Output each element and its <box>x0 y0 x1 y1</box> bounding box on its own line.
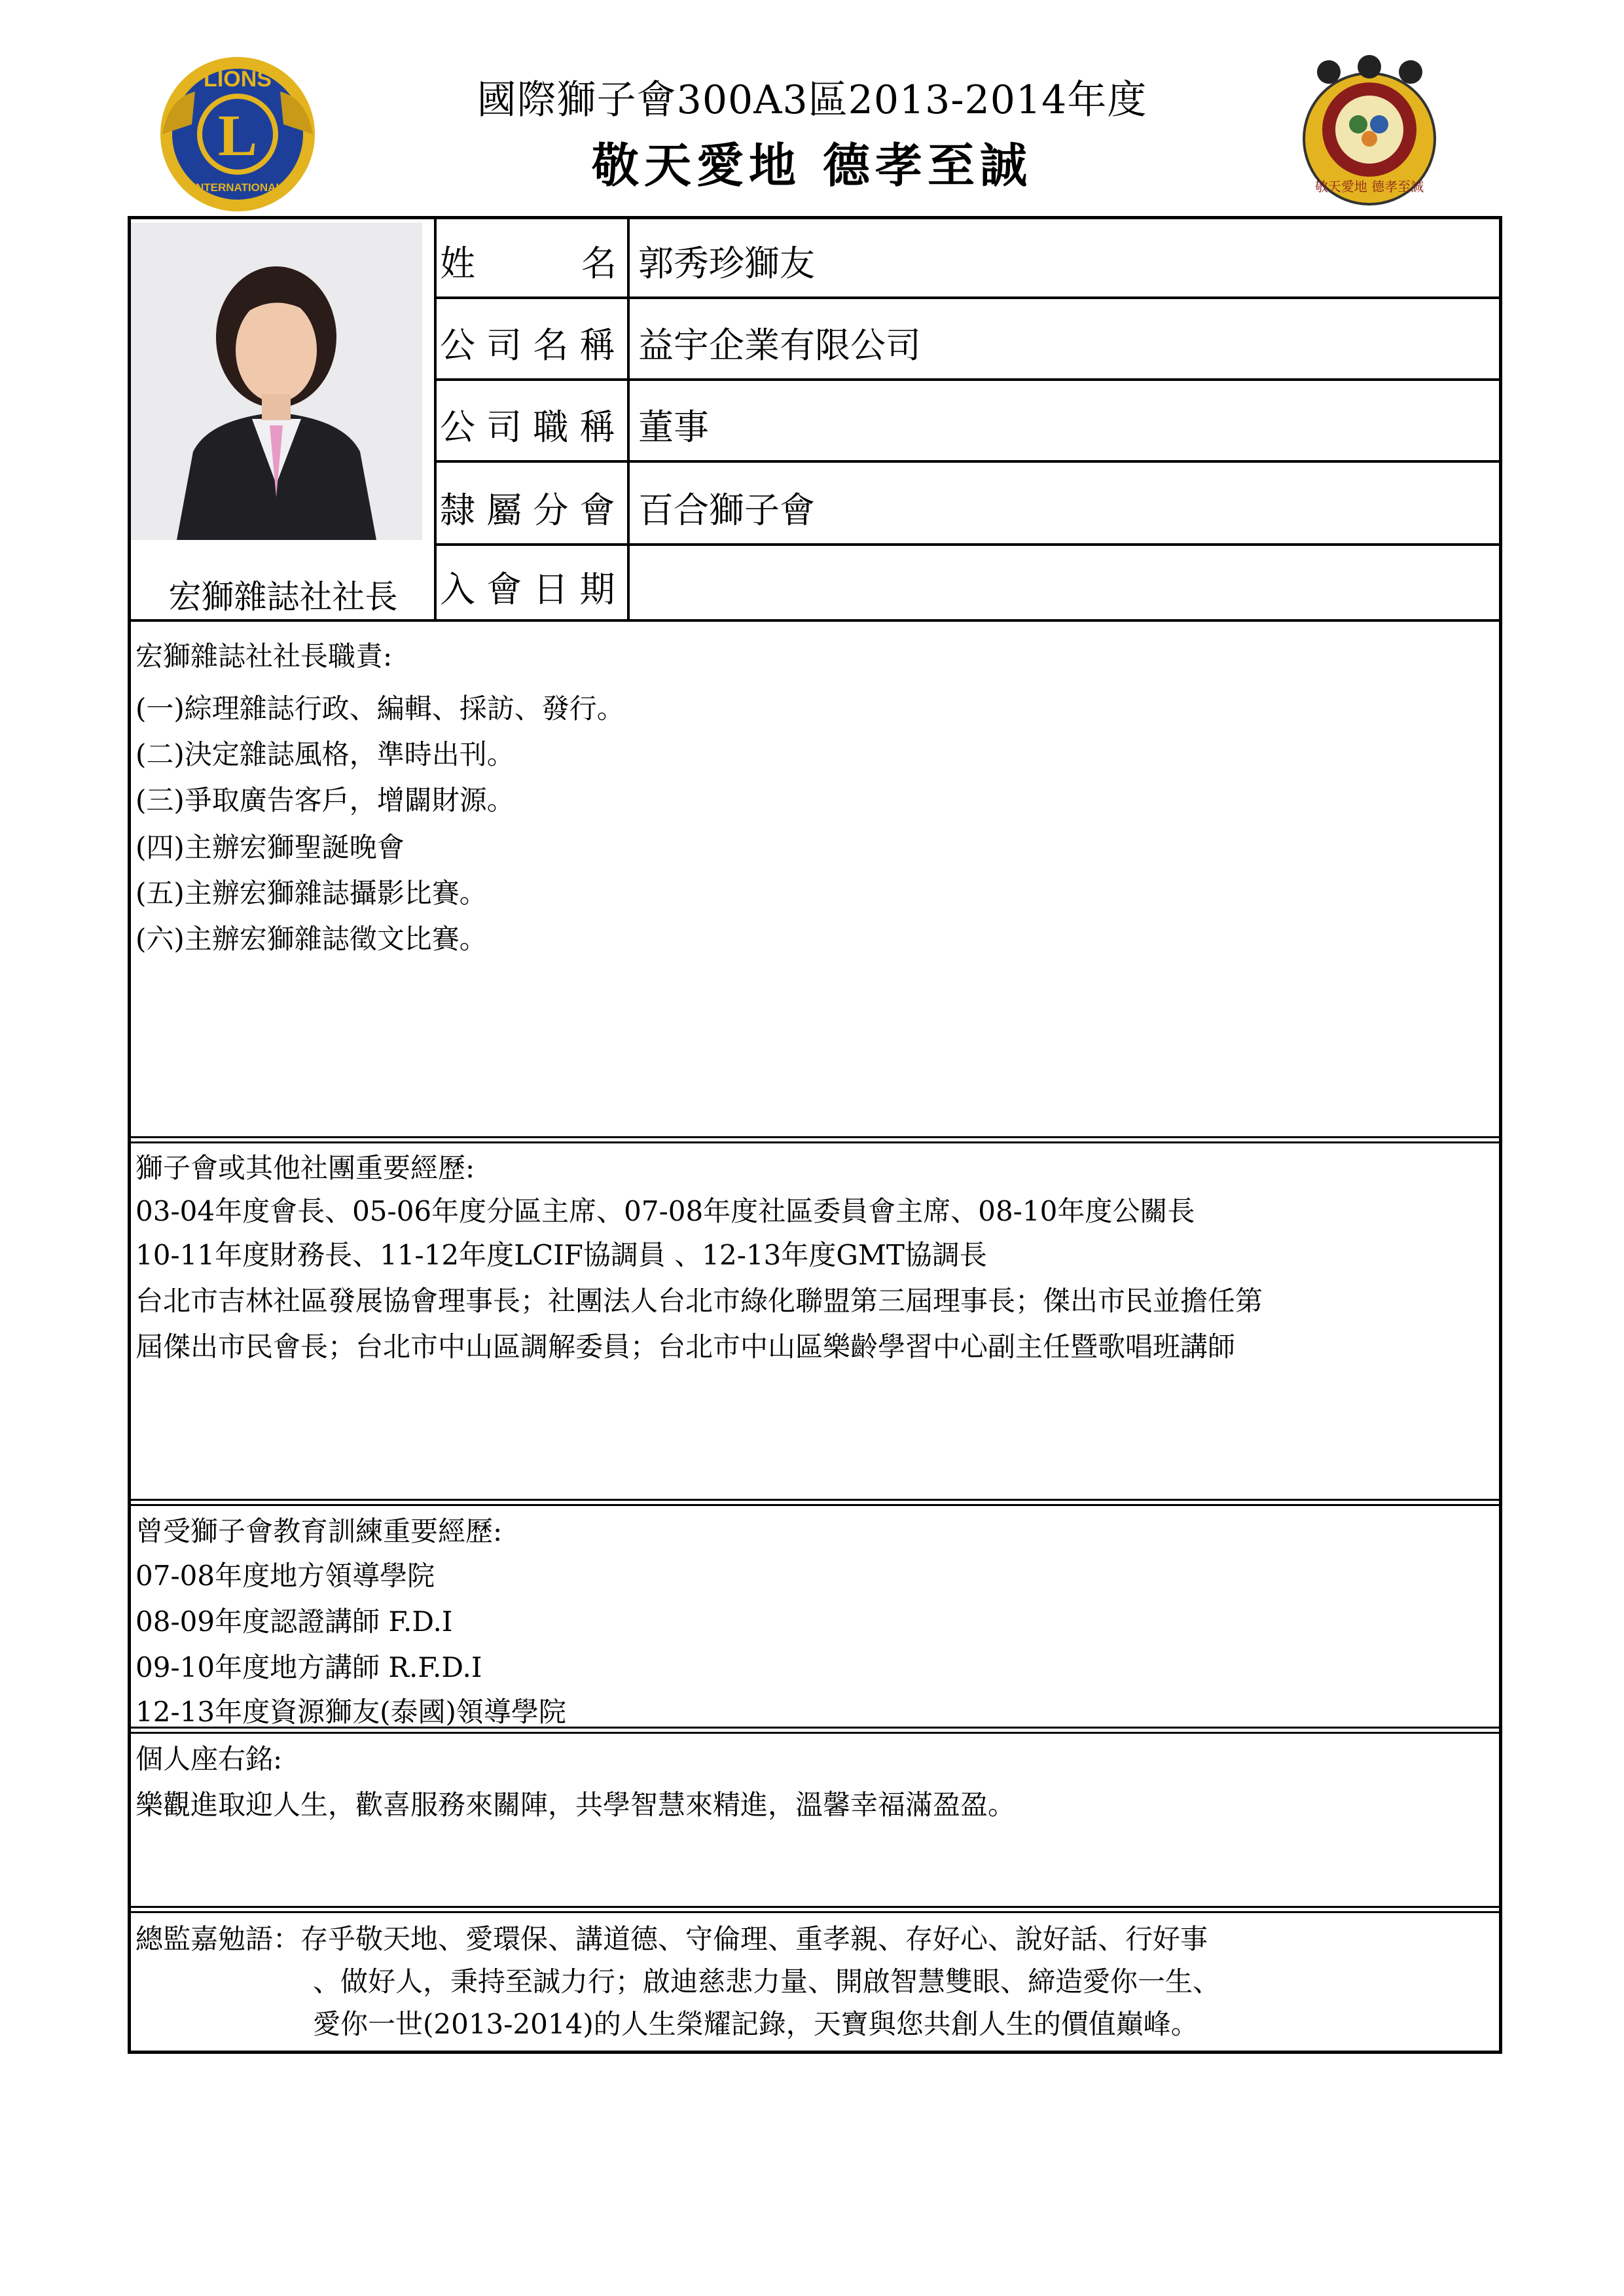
value-name: 郭秀珍獅友 <box>638 243 815 284</box>
label-title: 公 司 職 稱 <box>440 406 615 448</box>
label-name-char-1: 姓 <box>440 243 475 284</box>
duties-line: (一)綜理雜誌行政、編輯、採訪、發行。 <box>135 692 624 725</box>
divider <box>434 296 1502 299</box>
duties-line: (六)主辦宏獅雜誌徵文比賽。 <box>135 923 487 955</box>
value-title: 董事 <box>638 406 709 448</box>
training-title: 曾受獅子會教育訓練重要經歷: <box>135 1515 503 1547</box>
duties-line: (二)決定雜誌風格，準時出刊。 <box>135 738 514 770</box>
divider <box>627 216 630 622</box>
profile-photo <box>131 223 422 540</box>
duties-line: (四)主辦宏獅聖誕晚會 <box>135 831 405 863</box>
divider <box>128 1499 1502 1501</box>
divider <box>128 1141 1502 1143</box>
label-name-char-2: 名 <box>581 243 617 284</box>
label-club: 隸 屬 分 會 <box>440 490 615 531</box>
divider <box>128 1136 1502 1138</box>
motto-line: 樂觀進取迎人生，歡喜服務來關陣，共學智慧來精進，溫馨幸福滿盈盈。 <box>135 1789 1016 1821</box>
logo-text-bottom: INTERNATIONAL <box>192 181 283 194</box>
divider <box>434 543 1502 546</box>
divider <box>128 1732 1502 1734</box>
governor-line: 、做好人，秉持至誠力行；啟迪慈悲力量、開啟智慧雙眼、締造愛你一生、 <box>313 1965 1221 1998</box>
label-join-date: 入 會 日 期 <box>440 569 615 610</box>
experience-title: 獅子會或其他社團重要經歷: <box>135 1152 475 1184</box>
experience-line: 屆傑出市民會長；台北市中山區調解委員；台北市中山區樂齡學習中心副主任暨歌唱班講師 <box>135 1331 1236 1363</box>
divider <box>434 378 1502 381</box>
duties-line: (三)爭取廣告客戶，增闢財源。 <box>135 784 514 816</box>
logo-letter: L <box>217 103 258 168</box>
divider <box>434 460 1502 463</box>
governor-line: 愛你一世(2013-2014)的人生榮耀記錄，天寶與您共創人生的價值巔峰。 <box>313 2008 1199 2040</box>
page-title-line2: 敬天愛地 德孝至誠 <box>591 137 1033 193</box>
training-line: 08-09年度認證講師 F.D.I <box>135 1605 453 1638</box>
value-club: 百合獅子會 <box>638 490 815 531</box>
label-name <box>440 236 623 286</box>
training-line: 12-13年度資源獅友(泰國)領導學院 <box>135 1696 566 1728</box>
logo-text-top: LIONS <box>204 67 272 92</box>
divider <box>128 1906 1502 1908</box>
duties-title: 宏獅雜誌社社長職責: <box>135 640 393 672</box>
label-company: 公 司 名 稱 <box>440 325 615 366</box>
experience-line: 10-11年度財務長、11-12年度LCIF協調員 、12-13年度GMT協調長 <box>135 1239 987 1271</box>
duties-line: (五)主辦宏獅雜誌攝影比賽。 <box>135 877 487 909</box>
divider <box>434 216 437 622</box>
motto-title: 個人座右銘: <box>135 1743 283 1775</box>
experience-line: 03-04年度會長、05-06年度分區主席、07-08年度社區委員會主席、08-10年度公關長 <box>135 1195 1195 1227</box>
divider <box>128 1504 1502 1506</box>
training-line: 07-08年度地方領導學院 <box>135 1560 435 1592</box>
value-company: 益宇企業有限公司 <box>638 325 921 366</box>
divider <box>128 1911 1502 1913</box>
page-title-line1: 國際獅子會300A3區2013-2014年度 <box>477 77 1147 123</box>
position-caption: 宏獅雜誌社社長 <box>168 578 398 616</box>
experience-line: 台北市吉林社區發展協會理事長；社團法人台北市綠化聯盟第三屆理事長；傑出市民並擔任第 <box>135 1285 1263 1317</box>
divider <box>128 619 1502 622</box>
emblem-text: 敬天愛地 德孝至誠 <box>1314 179 1424 194</box>
training-line: 09-10年度地方講師 R.F.D.I <box>135 1651 482 1683</box>
governor-line: 總監嘉勉語：存乎敬天地、愛環保、講道德、守倫理、重孝親、存好心、說好話、行好事 <box>135 1923 1208 1955</box>
